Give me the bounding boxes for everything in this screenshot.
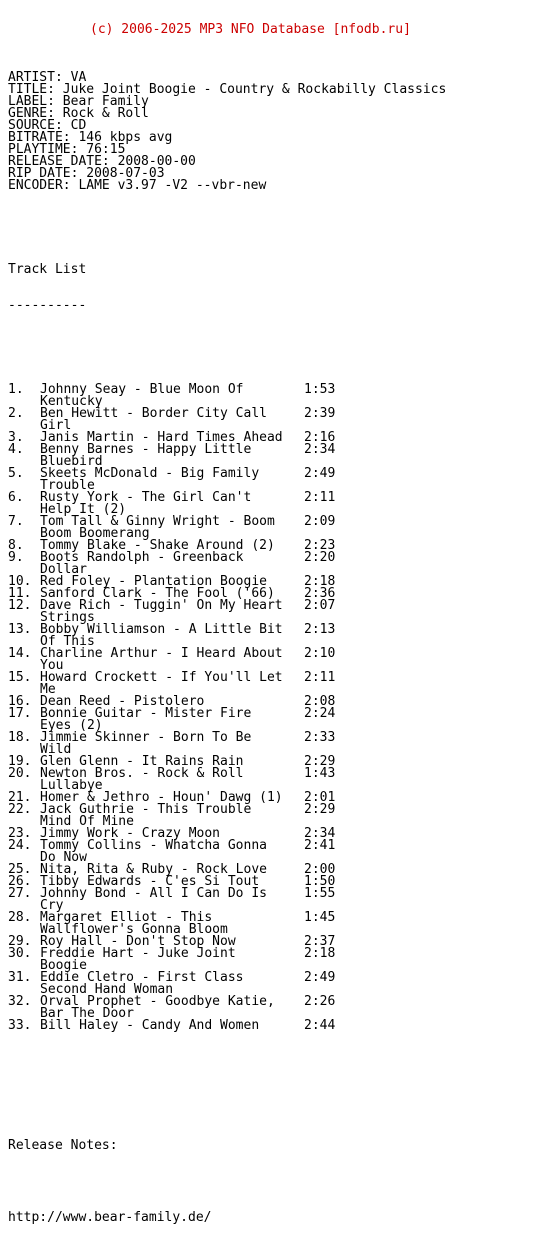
track-number: 2. — [8, 406, 24, 421]
info-line: RIP DATE: 2008-07-03 — [8, 166, 165, 181]
track-number: 5. — [8, 466, 24, 481]
track-number: 14. — [8, 646, 32, 661]
track-duration: 1:50 — [304, 874, 336, 889]
track-duration: 2:29 — [304, 754, 336, 769]
info-line: PLAYTIME: 76:15 — [8, 142, 126, 157]
track-title: Tommy Collins - Whatcha Gonna — [40, 838, 267, 853]
track-duration: 2:13 — [304, 622, 336, 637]
track-title: Rusty York - The Girl Can't — [40, 490, 252, 505]
track-row — [8, 972, 536, 984]
track-title: Benny Barnes - Happy Little — [40, 442, 252, 457]
track-duration: 2:20 — [304, 550, 336, 565]
tracklist-heading: Track List — [8, 262, 87, 277]
track-title: Johnny Seay - Blue Moon Of — [40, 382, 244, 397]
track-title: Glen Glenn - It Rains Rain — [40, 754, 244, 769]
track-title: Roy Hall - Don't Stop Now — [40, 934, 236, 949]
info-line: LABEL: Bear Family — [8, 94, 149, 109]
track-duration: 2:37 — [304, 934, 336, 949]
track-title-continued: Me — [40, 682, 56, 697]
track-title: Bonnie Guitar - Mister Fire — [40, 706, 252, 721]
track-number: 25. — [8, 862, 32, 877]
track-number: 26. — [8, 874, 32, 889]
track-title: Howard Crockett - If You'll Let — [40, 670, 283, 685]
track-duration: 2:29 — [304, 802, 336, 817]
track-duration: 2:07 — [304, 598, 336, 613]
track-number: 24. — [8, 838, 32, 853]
track-duration: 2:23 — [304, 538, 336, 553]
track-number: 23. — [8, 826, 32, 841]
track-title-continued: Of This — [40, 634, 95, 649]
track-item — [8, 384, 536, 408]
info-line: SOURCE: CD — [8, 118, 87, 133]
spacer — [8, 1104, 536, 1116]
track-number: 31. — [8, 970, 32, 985]
track-title: Boots Randolph - Greenback — [40, 550, 244, 565]
track-number: 11. — [8, 586, 32, 601]
track-title-continued: Strings — [40, 610, 95, 625]
track-number: 27. — [8, 886, 32, 901]
track-item — [8, 468, 536, 492]
track-title-continued: Eyes (2) — [40, 718, 103, 733]
track-title: Orval Prophet - Goodbye Katie, — [40, 994, 275, 1009]
track-title: Red Foley - Plantation Boogie — [40, 574, 267, 589]
track-duration: 2:34 — [304, 826, 336, 841]
track-row — [8, 408, 536, 420]
track-duration: 2:16 — [304, 430, 336, 445]
track-title: Tommy Blake - Shake Around (2) — [40, 538, 275, 553]
track-duration: 1:45 — [304, 910, 336, 925]
track-duration: 2:36 — [304, 586, 336, 601]
track-item — [8, 552, 536, 576]
track-title-continued: Wallflower's Gonna Bloom — [40, 922, 228, 937]
track-item — [8, 996, 536, 1020]
track-row — [8, 552, 536, 564]
track-title: Jack Guthrie - This Trouble — [40, 802, 252, 817]
track-title: Freddie Hart - Juke Joint — [40, 946, 236, 961]
track-title: Johnny Bond - All I Can Do Is — [40, 886, 267, 901]
info-line: TITLE: Juke Joint Boogie - Country & Rockabilly Classics — [8, 82, 447, 97]
track-item — [8, 768, 536, 792]
track-duration: 2:09 — [304, 514, 336, 529]
spacer — [8, 1176, 536, 1188]
track-row — [8, 672, 536, 684]
track-duration: 2:00 — [304, 862, 336, 877]
track-title: Margaret Elliot - This — [40, 910, 213, 925]
track-item — [8, 804, 536, 828]
track-title-continued: Boom Boomerang — [40, 526, 150, 541]
track-title: Bobby Williamson - A Little Bit — [40, 622, 283, 637]
nfo-header: (c) 2006-2025 MP3 NFO Database [nfodb.ru] — [90, 22, 411, 37]
track-duration: 2:11 — [304, 490, 336, 505]
track-duration: 2:39 — [304, 406, 336, 421]
track-row — [8, 1020, 536, 1032]
track-number: 20. — [8, 766, 32, 781]
track-item — [8, 708, 536, 732]
track-number: 30. — [8, 946, 32, 961]
track-title-continued: Kentucky — [40, 394, 103, 409]
track-duration: 2:33 — [304, 730, 336, 745]
track-item — [8, 492, 536, 516]
track-item — [8, 408, 536, 432]
track-number: 13. — [8, 622, 32, 637]
info-line: GENRE: Rock & Roll — [8, 106, 149, 121]
track-number: 4. — [8, 442, 24, 457]
tracklist-rule: ---------- — [8, 298, 87, 313]
track-duration: 1:55 — [304, 886, 336, 901]
track-number: 22. — [8, 802, 32, 817]
track-number: 33. — [8, 1018, 32, 1033]
track-title-continued: Do Now — [40, 850, 87, 865]
track-title-continued: Girl — [40, 418, 72, 433]
track-title-continued: Wild — [40, 742, 72, 757]
track-title-continued: Boogie — [40, 958, 87, 973]
track-title: Dave Rich - Tuggin' On My Heart — [40, 598, 283, 613]
track-title: Janis Martin - Hard Times Ahead — [40, 430, 283, 445]
track-row — [8, 888, 536, 900]
track-number: 32. — [8, 994, 32, 1009]
track-number: 3. — [8, 430, 24, 445]
track-title: Tibby Edwards - C'es Si Tout — [40, 874, 260, 889]
track-duration: 2:08 — [304, 694, 336, 709]
track-number: 1. — [8, 382, 24, 397]
track-title: Eddie Cletro - First Class — [40, 970, 244, 985]
track-title-continued: Dollar — [40, 562, 87, 577]
track-title: Nita, Rita & Ruby - Rock Love — [40, 862, 267, 877]
track-title: Sanford Clark - The Fool ('66) — [40, 586, 275, 601]
track-title-continued: Help It (2) — [40, 502, 127, 517]
track-number: 10. — [8, 574, 32, 589]
track-title-continued: Bar The Door — [40, 1006, 134, 1021]
track-duration: 2:10 — [304, 646, 336, 661]
track-number: 19. — [8, 754, 32, 769]
track-duration: 2:01 — [304, 790, 336, 805]
track-title: Newton Bros. - Rock & Roll — [40, 766, 244, 781]
track-duration: 2:24 — [304, 706, 336, 721]
track-title-continued: Bluebird — [40, 454, 103, 469]
info-line: ARTIST: VA — [8, 70, 87, 85]
track-duration: 2:44 — [304, 1018, 336, 1033]
track-duration: 2:26 — [304, 994, 336, 1009]
info-line: RELEASE DATE: 2008-00-00 — [8, 154, 196, 169]
track-title: Jimmy Work - Crazy Moon — [40, 826, 221, 841]
track-number: 15. — [8, 670, 32, 685]
track-row — [8, 840, 536, 852]
track-duration: 2:49 — [304, 970, 336, 985]
track-item — [8, 888, 536, 912]
info-line: BITRATE: 146 kbps avg — [8, 130, 173, 145]
nfo-document — [8, 0, 536, 1236]
track-title: Charline Arthur - I Heard About — [40, 646, 283, 661]
track-title: Jimmie Skinner - Born To Be — [40, 730, 252, 745]
track-row — [8, 996, 536, 1008]
track-number: 7. — [8, 514, 24, 529]
track-duration: 2:11 — [304, 670, 336, 685]
track-duration: 2:18 — [304, 946, 336, 961]
track-title: Tom Tall & Ginny Wright - Boom — [40, 514, 275, 529]
track-row — [8, 948, 536, 960]
spacer — [8, 228, 536, 240]
track-number: 29. — [8, 934, 32, 949]
spacer — [8, 1068, 536, 1080]
track-duration: 1:43 — [304, 766, 336, 781]
track-number: 28. — [8, 910, 32, 925]
track-row — [8, 732, 536, 744]
track-item — [8, 1020, 536, 1032]
track-number: 9. — [8, 550, 24, 565]
track-title: Homer & Jethro - Houn' Dawg (1) — [40, 790, 283, 805]
track-duration: 2:49 — [304, 466, 336, 481]
track-title-continued: Second Hand Woman — [40, 982, 174, 997]
track-number: 6. — [8, 490, 24, 505]
track-item — [8, 648, 536, 672]
track-title-continued: Lullabye — [40, 778, 103, 793]
track-item — [8, 912, 536, 936]
track-item — [8, 516, 536, 540]
track-item — [8, 444, 536, 468]
info-line: ENCODER: LAME v3.97 -V2 --vbr-new — [8, 178, 267, 193]
release-notes-heading: Release Notes: — [8, 1138, 118, 1153]
track-number: 17. — [8, 706, 32, 721]
track-title: Skeets McDonald - Big Family — [40, 466, 260, 481]
track-item — [8, 948, 536, 972]
track-title-continued: Cry — [40, 898, 64, 913]
track-title: Ben Hewitt - Border City Call — [40, 406, 267, 421]
track-duration: 2:34 — [304, 442, 336, 457]
track-title-continued: Trouble — [40, 478, 95, 493]
track-duration: 2:41 — [304, 838, 336, 853]
track-title-continued: Mind Of Mine — [40, 814, 134, 829]
track-number: 8. — [8, 538, 24, 553]
track-duration: 2:18 — [304, 574, 336, 589]
track-number: 12. — [8, 598, 32, 613]
spacer — [8, 336, 536, 348]
track-number: 21. — [8, 790, 32, 805]
track-list — [8, 384, 536, 1032]
track-title: Dean Reed - Pistolero — [40, 694, 205, 709]
track-item — [8, 624, 536, 648]
track-item — [8, 672, 536, 696]
track-title-continued: You — [40, 658, 64, 673]
track-item — [8, 972, 536, 996]
release-url-link[interactable]: http://www.bear-family.de/ — [8, 1210, 212, 1225]
track-item — [8, 600, 536, 624]
track-row — [8, 648, 536, 660]
track-item — [8, 732, 536, 756]
track-title: Bill Haley - Candy And Women — [40, 1018, 260, 1033]
track-duration: 1:53 — [304, 382, 336, 397]
track-number: 16. — [8, 694, 32, 709]
track-item — [8, 840, 536, 864]
track-number: 18. — [8, 730, 32, 745]
release-info — [8, 72, 536, 192]
